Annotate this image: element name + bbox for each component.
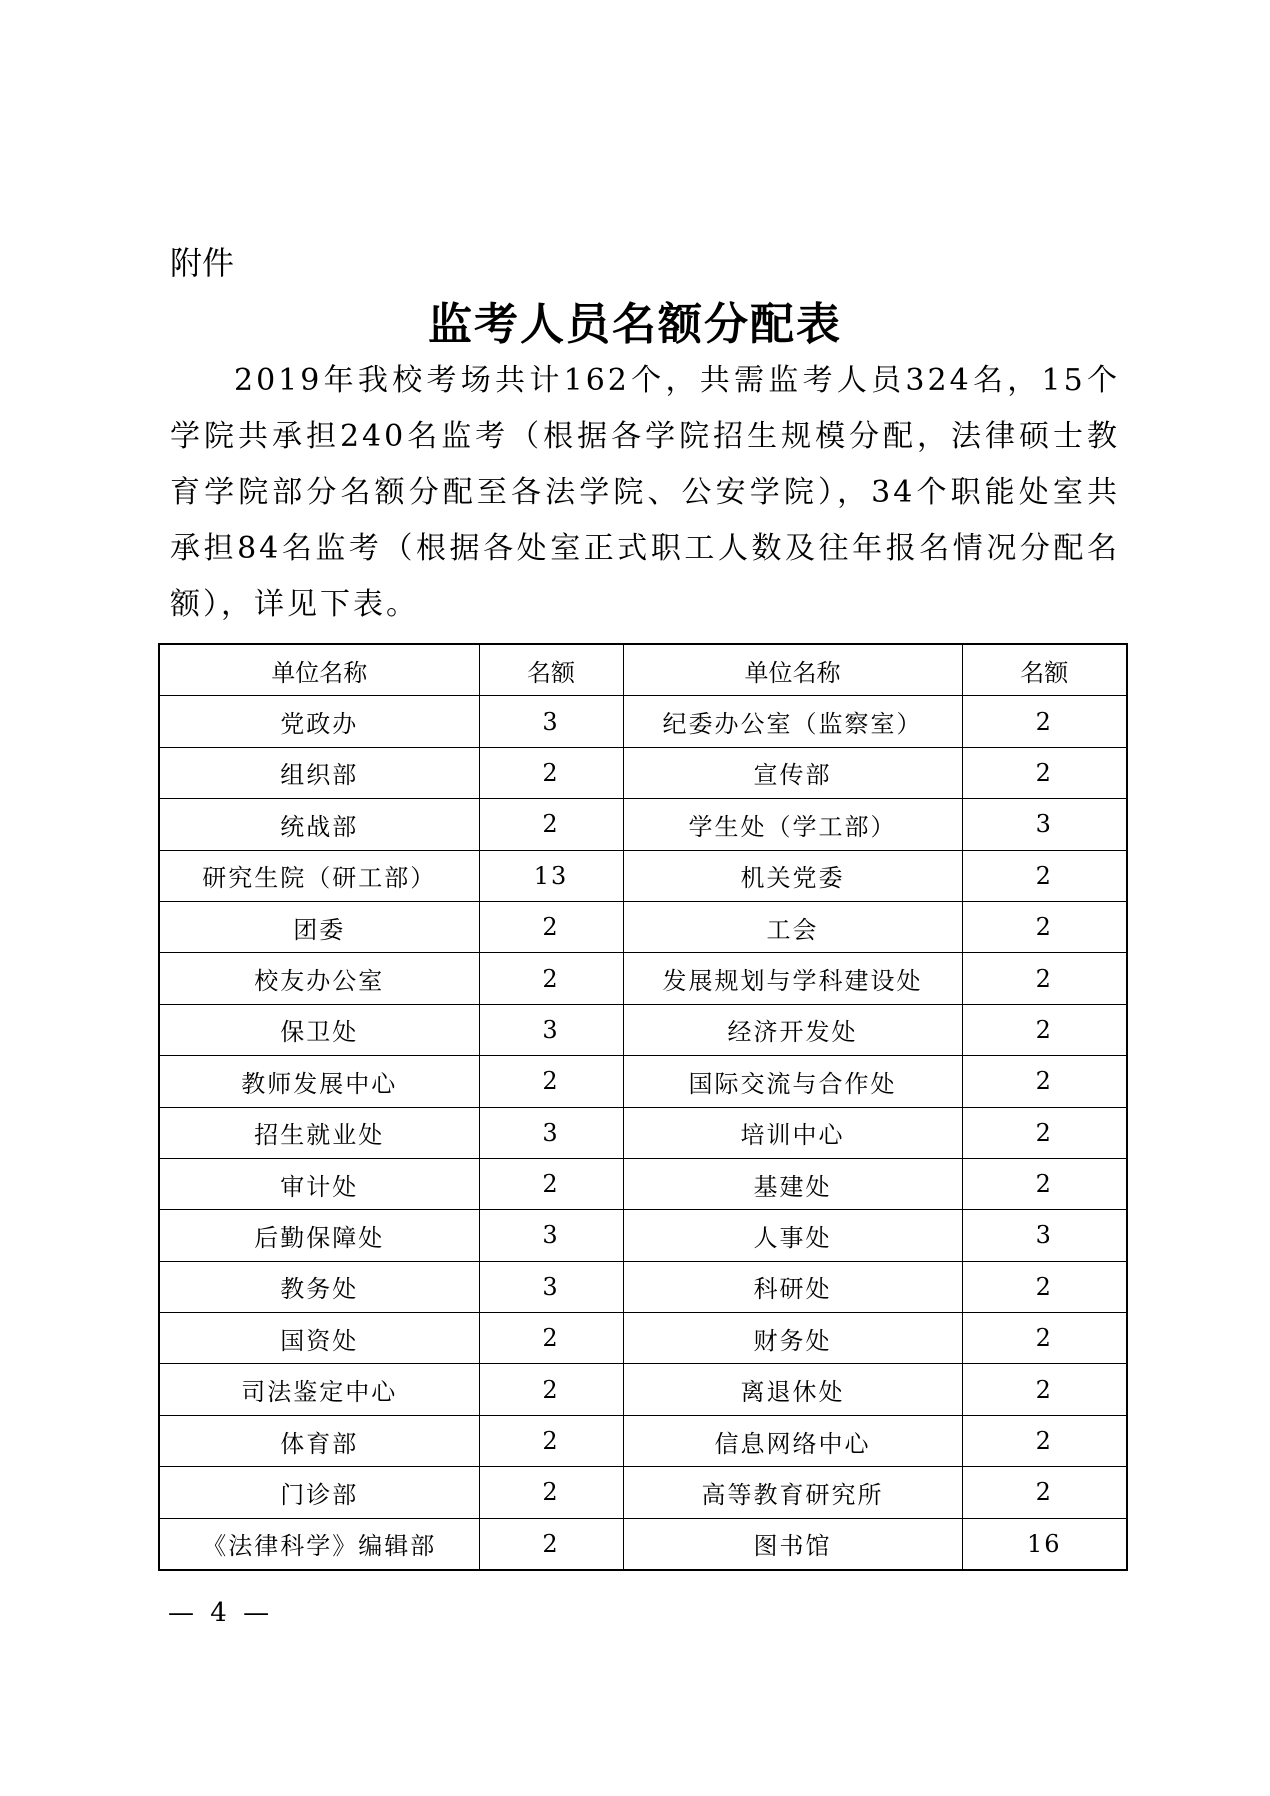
table-row <box>159 1415 1127 1466</box>
unit-name-cell: 组织部 <box>159 747 479 798</box>
quota-cell: 3 <box>479 1004 623 1055</box>
table-row <box>159 1004 1127 1055</box>
allocation-table <box>158 643 1128 1571</box>
unit-name-cell: 科研处 <box>623 1261 962 1312</box>
unit-name-cell: 财务处 <box>623 1313 962 1364</box>
unit-name-cell: 招生就业处 <box>159 1107 479 1158</box>
header-quota-left: 名额 <box>479 644 623 696</box>
quota-cell: 2 <box>479 953 623 1004</box>
page-number: — 4 — <box>168 1598 274 1628</box>
quota-cell: 3 <box>962 1210 1127 1261</box>
quota-cell: 2 <box>962 1107 1127 1158</box>
table-row <box>159 1210 1127 1261</box>
table-row <box>159 1158 1127 1209</box>
quota-cell: 2 <box>479 1313 623 1364</box>
table-row <box>159 799 1127 850</box>
quota-cell: 2 <box>962 1004 1127 1055</box>
table-row <box>159 1056 1127 1107</box>
quota-cell: 2 <box>479 799 623 850</box>
unit-name-cell: 培训中心 <box>623 1107 962 1158</box>
unit-name-cell: 司法鉴定中心 <box>159 1364 479 1415</box>
quota-cell: 2 <box>962 1313 1127 1364</box>
unit-name-cell: 党政办 <box>159 696 479 747</box>
unit-name-cell: 国资处 <box>159 1313 479 1364</box>
page-title: 监考人员名额分配表 <box>428 299 842 350</box>
quota-cell: 2 <box>962 850 1127 901</box>
table-row <box>159 1518 1127 1570</box>
quota-cell: 2 <box>479 1364 623 1415</box>
quota-cell: 2 <box>962 1415 1127 1466</box>
quota-cell: 3 <box>962 799 1127 850</box>
quota-cell: 2 <box>962 1158 1127 1209</box>
unit-name-cell: 纪委办公室（监察室） <box>623 696 962 747</box>
unit-name-cell: 国际交流与合作处 <box>623 1056 962 1107</box>
quota-cell: 2 <box>962 953 1127 1004</box>
table-row <box>159 1364 1127 1415</box>
quota-cell: 2 <box>962 747 1127 798</box>
quota-cell: 3 <box>479 1210 623 1261</box>
quota-cell: 2 <box>962 1364 1127 1415</box>
unit-name-cell: 研究生院（研工部） <box>159 850 479 901</box>
table-row <box>159 850 1127 901</box>
unit-name-cell: 机关党委 <box>623 850 962 901</box>
unit-name-cell: 后勤保障处 <box>159 1210 479 1261</box>
unit-name-cell: 发展规划与学科建设处 <box>623 953 962 1004</box>
unit-name-cell: 图书馆 <box>623 1518 962 1570</box>
unit-name-cell: 基建处 <box>623 1158 962 1209</box>
quota-cell: 3 <box>479 1261 623 1312</box>
table-header-row <box>159 644 1127 696</box>
unit-name-cell: 高等教育研究所 <box>623 1467 962 1518</box>
intro-paragraph: 2019年我校考场共计162个，共需监考人员324名，15个学院共承担240名监考（根据各学院招生规模分配，法律硕士教育学院部分名额分配至各法学院、公安学院），34个职能处室共承担84名监考（根据各处室正式职工人数及往年报名情况分配名额），详见下表。 <box>170 363 1120 622</box>
table-row <box>159 901 1127 952</box>
table-row <box>159 1313 1127 1364</box>
unit-name-cell: 统战部 <box>159 799 479 850</box>
quota-cell: 2 <box>479 1415 623 1466</box>
unit-name-cell: 工会 <box>623 901 962 952</box>
unit-name-cell: 门诊部 <box>159 1467 479 1518</box>
unit-name-cell: 审计处 <box>159 1158 479 1209</box>
quota-cell: 2 <box>479 747 623 798</box>
attachment-label: 附件 <box>170 244 235 282</box>
table-row <box>159 1107 1127 1158</box>
table-row <box>159 953 1127 1004</box>
unit-name-cell: 体育部 <box>159 1415 479 1466</box>
unit-name-cell: 《法律科学》编辑部 <box>159 1518 479 1570</box>
table-row <box>159 747 1127 798</box>
unit-name-cell: 宣传部 <box>623 747 962 798</box>
quota-cell: 2 <box>479 1056 623 1107</box>
unit-name-cell: 信息网络中心 <box>623 1415 962 1466</box>
unit-name-cell: 校友办公室 <box>159 953 479 1004</box>
table-row <box>159 1261 1127 1312</box>
unit-name-cell: 人事处 <box>623 1210 962 1261</box>
quota-cell: 16 <box>962 1518 1127 1570</box>
quota-cell: 13 <box>479 850 623 901</box>
header-unit-name-right: 单位名称 <box>623 644 962 696</box>
table-row <box>159 1467 1127 1518</box>
quota-cell: 2 <box>962 901 1127 952</box>
quota-cell: 2 <box>479 1467 623 1518</box>
quota-cell: 2 <box>479 1158 623 1209</box>
unit-name-cell: 教务处 <box>159 1261 479 1312</box>
quota-cell: 2 <box>962 1261 1127 1312</box>
quota-cell: 2 <box>479 1518 623 1570</box>
unit-name-cell: 学生处（学工部） <box>623 799 962 850</box>
header-unit-name-left: 单位名称 <box>159 644 479 696</box>
unit-name-cell: 经济开发处 <box>623 1004 962 1055</box>
header-quota-right: 名额 <box>962 644 1127 696</box>
unit-name-cell: 保卫处 <box>159 1004 479 1055</box>
unit-name-cell: 离退休处 <box>623 1364 962 1415</box>
quota-cell: 2 <box>962 696 1127 747</box>
quota-cell: 2 <box>479 901 623 952</box>
quota-cell: 3 <box>479 1107 623 1158</box>
quota-cell: 3 <box>479 696 623 747</box>
quota-cell: 2 <box>962 1056 1127 1107</box>
quota-cell: 2 <box>962 1467 1127 1518</box>
table-row <box>159 696 1127 747</box>
unit-name-cell: 团委 <box>159 901 479 952</box>
unit-name-cell: 教师发展中心 <box>159 1056 479 1107</box>
